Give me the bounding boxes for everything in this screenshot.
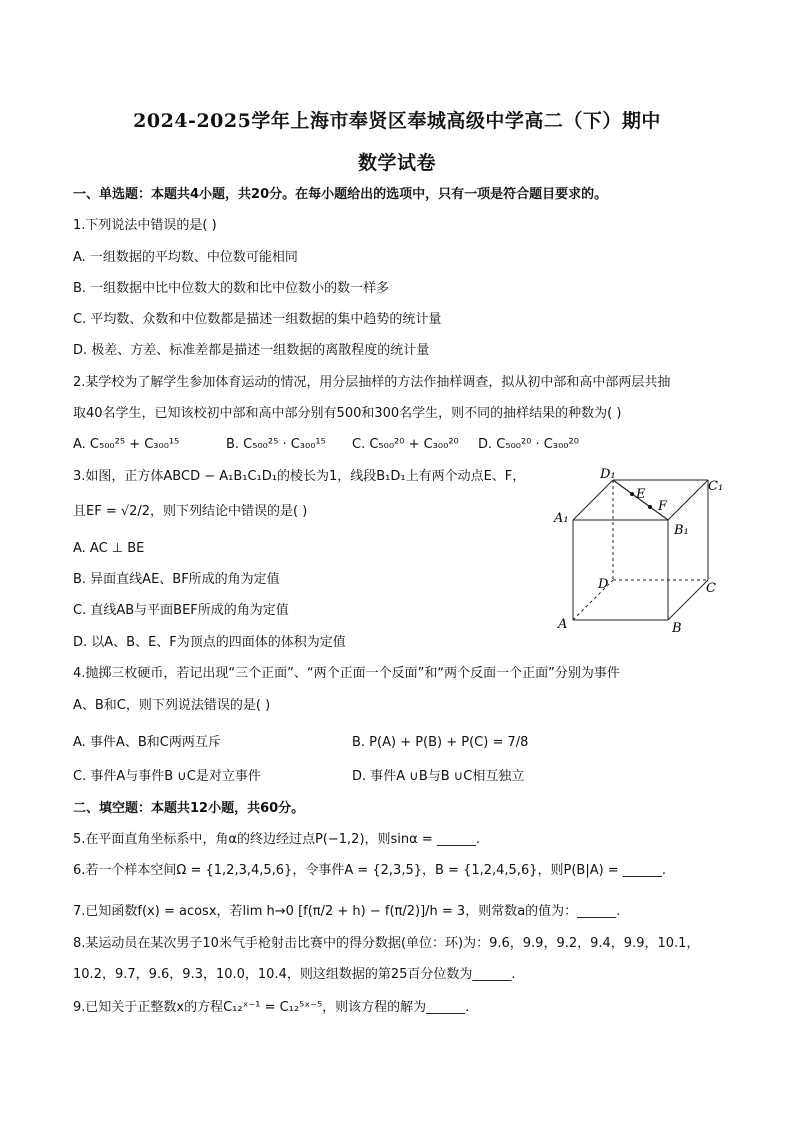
q2-stem-line2: 取40名学生，已知该校初中部和高中部分别有500和300名学生，则不同的抽样结果的种数为( )	[73, 406, 622, 421]
label-f: F	[658, 499, 668, 514]
q6-text: 6.若一个样本空间Ω = {1,2,3,4,5,6}，令事件A = {2,3,5}，B = {1,2,4,5,6}，则P(B|A) = ______.	[73, 863, 666, 878]
q3-stem-line2: 且EF = √2/2，则下列结论中错误的是( )	[73, 504, 308, 519]
edge-a1d1	[573, 480, 613, 520]
label-d1: D₁	[600, 467, 616, 482]
label-d: D	[598, 577, 609, 592]
exam-subtitle: 数学试卷	[357, 152, 436, 174]
q3-stem-line1: 3.如图，正方体ABCD − A₁B₁C₁D₁的棱长为1，线段B₁D₁上有两个动点E、F，	[73, 469, 526, 484]
section2-heading: 二、填空题：本题共12小题，共60分。	[73, 801, 305, 816]
q9-text: 9.已知关于正整数x的方程C₁₂ˣ⁻¹ = C₁₂⁵ˣ⁻⁵，则该方程的解为______.	[73, 1000, 470, 1015]
point-f	[648, 505, 652, 509]
edge-b1c1	[668, 480, 708, 520]
q1-option-b: B. 一组数据中比中位数大的数和比中位数小的数一样多	[73, 281, 390, 296]
q3-option-c: C. 直线AB与平面BEF所成的角为定值	[73, 603, 289, 618]
label-c1: C₁	[708, 479, 724, 494]
label-b: B	[672, 621, 682, 636]
q4-stem-line1: 4.抛掷三枚硬币，若记出现“三个正面”、“两个正面一个反面”和“两个反面一个正面”分别为事件	[73, 666, 620, 681]
q1-option-a: A. 一组数据的平均数、中位数可能相同	[73, 250, 298, 265]
q4-option-d: D. 事件A ∪B与B ∪C相互独立	[352, 769, 525, 784]
section1-heading: 一、单选题：本题共4小题，共20分。在每小题给出的选项中，只有一项是符合题目要求的。	[73, 187, 608, 202]
q3-option-a: A. AC ⊥ BE	[73, 541, 145, 556]
edge-bc	[668, 580, 708, 620]
q2-stem-line1: 2.某学校为了解学生参加体育运动的情况，用分层抽样的方法作抽样调查，拟从初中部和高中部两层共抽	[73, 375, 671, 390]
label-c: C	[706, 581, 716, 596]
q8-line1: 8.某运动员在某次男子10米气手枪射击比赛中的得分数据(单位：环)为：9.6，9.9，9.2，9.4，9.9，10.1，	[73, 936, 700, 951]
q3-option-b: B. 异面直线AE、BF所成的角为定值	[73, 572, 280, 587]
q4-option-b: B. P(A) + P(B) + P(C) = 7/8	[352, 735, 529, 750]
label-a1: A₁	[554, 511, 569, 526]
q2-option-d: D. C₅₀₀²⁰ · C₃₀₀²⁰	[478, 437, 579, 452]
cube-figure	[548, 460, 728, 640]
q1-option-c: C. 平均数、众数和中位数都是描述一组数据的集中趋势的统计量	[73, 312, 442, 327]
q2-option-c: C. C₅₀₀²⁰ + C₃₀₀²⁰	[352, 437, 459, 452]
q4-option-c: C. 事件A与事件B ∪C是对立事件	[73, 769, 261, 784]
q7-text: 7.已知函数f(x) = acosx，若lim h→0 [f(π/2 + h) − f(π/2)]/h = 3，则常数a的值为：______.	[73, 904, 621, 919]
q1-stem: 1.下列说法中错误的是( )	[73, 218, 217, 233]
label-a: A	[558, 617, 568, 632]
exam-title: 2024-2025学年上海市奉贤区奉城高级中学高二（下）期中	[133, 110, 661, 132]
q2-option-b: B. C₅₀₀²⁵ · C₃₀₀¹⁵	[226, 437, 326, 452]
q3-option-d: D. 以A、B、E、F为顶点的四面体的体积为定值	[73, 635, 346, 650]
label-b1: B₁	[674, 523, 689, 538]
q5-text: 5.在平面直角坐标系中，角α的终边经过点P(−1,2)，则sinα = ______.	[73, 832, 481, 847]
q1-option-d: D. 极差、方差、标准差都是描述一组数据的离散程度的统计量	[73, 343, 430, 358]
label-e: E	[636, 487, 646, 502]
point-e	[630, 492, 634, 496]
q2-option-a: A. C₅₀₀²⁵ + C₃₀₀¹⁵	[73, 437, 180, 452]
q4-option-a: A. 事件A、B和C两两互斥	[73, 735, 221, 750]
q4-stem-line2: A、B和C，则下列说法错误的是( )	[73, 698, 271, 713]
q8-line2: 10.2，9.7，9.6，9.3，10.0，10.4，则这组数据的第25百分位数为______.	[73, 967, 516, 982]
